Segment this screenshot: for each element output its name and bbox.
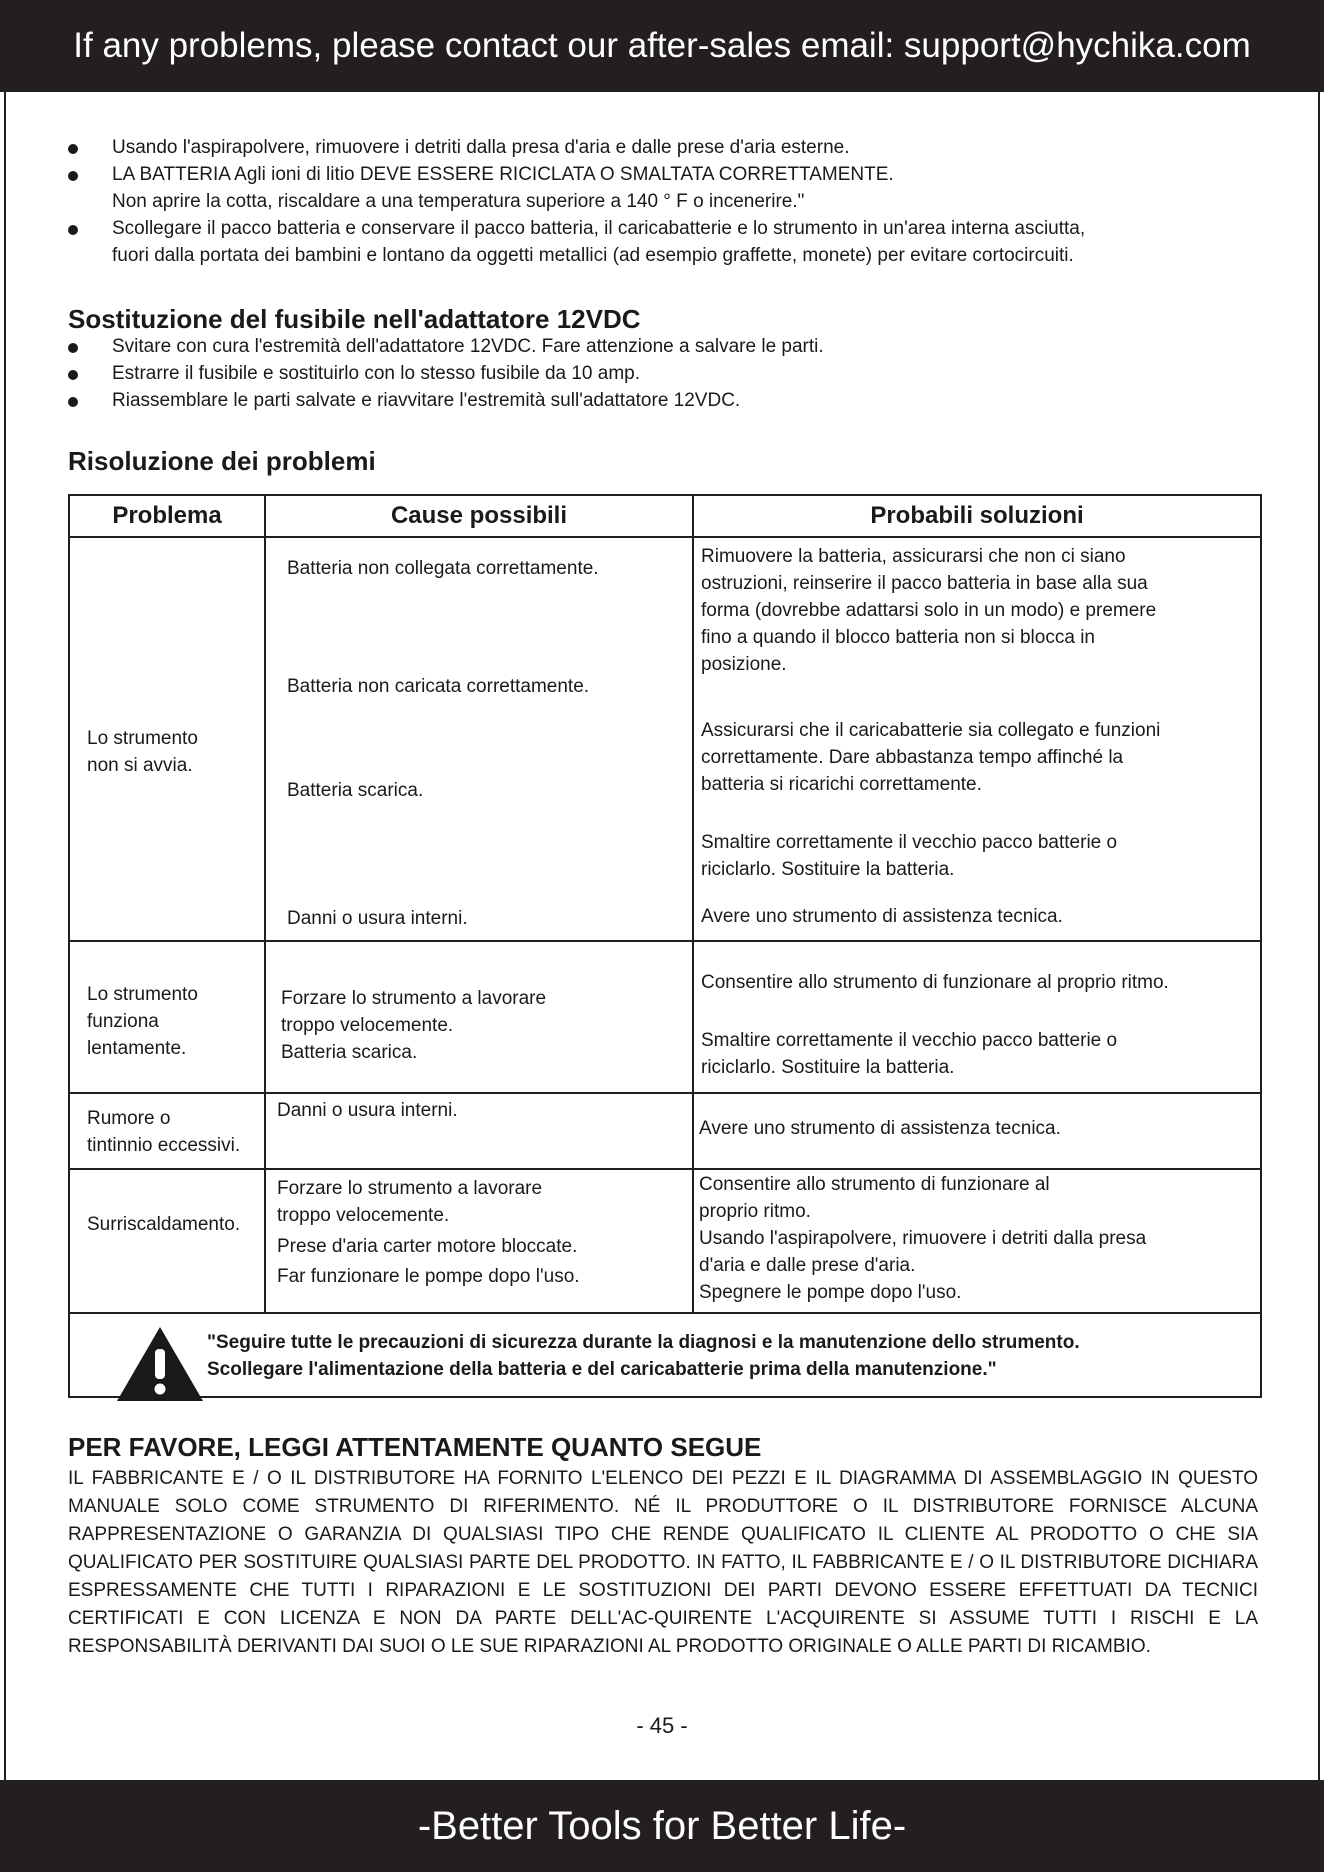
cause-text: Batteria non collegata correttamente. [287,558,599,579]
problem-text: Surriscaldamento. [87,1214,241,1235]
causes-cell [265,1093,693,1169]
causes-cell [265,941,693,1093]
solution-text: Spegnere le pompe dopo l'uso. [699,1282,962,1303]
footer-slogan: -Better Tools for Better Life- [417,1803,907,1848]
causes-cell [265,537,693,941]
problem-text: Lo strumento non si avvia. [87,728,198,776]
solution-text: Usando l'aspirapolvere, rimuovere i detriti dalla presa d'aria e dalle prese d'aria. [699,1228,1147,1276]
bullet-icon [68,343,78,353]
solutions-cell [693,1169,1261,1313]
solutions-cell [693,537,1261,941]
solution-text: Avere uno strumento di assistenza tecnica. [699,1118,1061,1139]
solution-text: Avere uno strumento di assistenza tecnica. [701,906,1063,927]
cause-text: Batteria non caricata correttamente. [287,676,590,697]
page-border-left [4,92,6,1780]
warning-icon [115,1325,205,1403]
page-number: - 45 - [636,1713,688,1738]
bullet-icon [68,370,78,380]
fuse-bullet: Estrarre il fusibile e sostituirlo con lo stesso fusibile da 10 amp. [68,360,1268,387]
safety-bullet: Usando l'aspirapolvere, rimuovere i detriti dalla presa d'aria e dalle prese d'aria esterne. [68,134,1268,161]
cause-text: Forzare lo strumento a lavorare troppo velocemente. [277,1178,543,1226]
column-header-solutions: Probabili soluzioni [693,495,1261,537]
safety-bullet: Scollegare il pacco batteria e conservare il pacco batteria, il caricabatterie e lo strumento in un'area interna asciutta, fuori dalla portata dei bambini e lontano da oggetti metallici (ad esempio graffette, monete) per evitare cortocircuiti. [68,215,1268,269]
column-header-causes: Cause possibili [265,495,693,537]
table-row [69,941,1261,1093]
fuse-bullet: Svitare con cura l'estremità dell'adattatore 12VDC. Fare attenzione a salvare le parti. [68,333,1268,360]
header-text: If any problems, please contact our after-sales email: support@hychika.com [73,26,1251,65]
cause-text: Batteria scarica. [287,780,424,801]
fuse-bullet-list [68,333,1268,414]
bullet-icon [68,171,78,181]
warning-cell [69,1313,1261,1397]
bullet-icon [68,144,78,154]
solutions-cell [693,1093,1261,1169]
safety-bullet: LA BATTERIA Agli ioni di litio DEVE ESSERE RICICLATA O SMALTATA CORRETTAMENTE. Non aprire la cotta, riscaldare a una temperatura superiore a 140 ° F o incenerire." [68,161,1268,215]
solution-text: Smaltire correttamente il vecchio pacco batterie o riciclarlo. Sostituire la batteria. [701,1030,1118,1078]
solution-text: Rimuovere la batteria, assicurarsi che non ci siano ostruzioni, reinserire il pacco batteria in base alla sua forma (dovrebbe adattarsi solo in un modo) e premere fino a quando il blocco batteria non si blocca in posizione. [701,546,1157,675]
table-row [69,1093,1261,1169]
fuse-bullet: Riassemblare le parti salvate e riavvitare l'estremità sull'adattatore 12VDC. [68,387,1268,414]
problem-cell [69,537,265,941]
solution-text: Assicurarsi che il caricabatterie sia collegato e funzioni correttamente. Dare abbastanza tempo affinché la batteria si ricarichi correttamente. [701,720,1161,795]
page-border-right [1318,92,1320,1780]
problem-cell [69,1093,265,1169]
problem-cell [69,1169,265,1313]
problem-text: Lo strumento funziona lentamente. [87,984,198,1059]
bullet-icon [68,397,78,407]
cause-text: Forzare lo strumento a lavorare troppo velocemente. Batteria scarica. [281,988,547,1063]
column-header-problem: Problema [69,495,265,537]
solution-text: Smaltire correttamente il vecchio pacco batterie o riciclarlo. Sostituire la batteria. [701,832,1118,880]
notice-body: IL FABBRICANTE E / O IL DISTRIBUTORE HA FORNITO L'ELENCO DEI PEZZI E IL DIAGRAMMA DI ASSEMBLAGGIO IN QUESTO MANUALE SOLO COME STRUMENTO DI RIFERIMENTO. NÉ IL PRODUTTORE O IL DISTRIBUTORE FORNISCE ALCUNA RAPPRESENTAZIONE O GARANZIA DI QUALSIASI TIPO CHE RENDE QUALIFICATO IL CLIENTE AL PRODOTTO O CHE SIA QUALIFICATO PER SOSTITUIRE QUALSIASI PARTE DEL PRODOTTO. IN FATTO, IL FABBRICANTE E / O IL DISTRIBUTORE DICHIARA ESPRESSAMENTE CHE TUTTI I RIPARAZIONI E LE SOSTITUZIONI DEI PARTI DEVONO ESSERE EFFETTUATI DA TECNICI CERTIFICATI E CON LICENZA E NON DA PARTE DELL'AC-QUIRENTE L'ACQUIRENTE SI ASSUME TUTTI I RISCHI E LA RESPONSABILITÀ DERIVANTI DAI SUOI O LE SUE RIPARAZIONI AL PRODOTTO ORIGINALE O ALLE PARTI DI RICAMBIO. [68,1468,1258,1657]
causes-cell [265,1169,693,1313]
troubleshooting-title: Risoluzione dei problemi [68,446,376,476]
solution-text: Consentire allo strumento di funzionare al proprio ritmo. [701,972,1169,993]
cause-text: Danni o usura interni. [277,1100,458,1121]
solution-text: Consentire allo strumento di funzionare al proprio ritmo. [699,1174,1050,1222]
fuse-section-title: Sostituzione del fusibile nell'adattatore 12VDC [68,304,641,334]
safety-bullet-list [68,134,1268,269]
bullet-icon [68,225,78,235]
table-row [69,537,1261,941]
problem-cell [69,941,265,1093]
table-row [69,1169,1261,1313]
solutions-cell [693,941,1261,1093]
cause-text: Far funzionare le pompe dopo l'uso. [277,1266,580,1287]
table-header-row [69,495,1261,537]
warning-text: "Seguire tutte le precauzioni di sicurezza durante la diagnosi e la manutenzione dello strumento. Scollegare l'alimentazione della batteria e del caricabatterie prima della manutenzione." [207,1332,1080,1380]
problem-text: Rumore o tintinnio eccessivi. [87,1108,241,1156]
footer-banner [0,1780,1324,1872]
header-banner [0,0,1324,92]
cause-text: Danni o usura interni. [287,908,468,929]
cause-text: Prese d'aria carter motore bloccate. [277,1236,578,1257]
warning-row [69,1313,1261,1397]
troubleshooting-table [68,494,1262,1398]
notice-title: PER FAVORE, LEGGI ATTENTAMENTE QUANTO SEGUE [68,1432,762,1462]
